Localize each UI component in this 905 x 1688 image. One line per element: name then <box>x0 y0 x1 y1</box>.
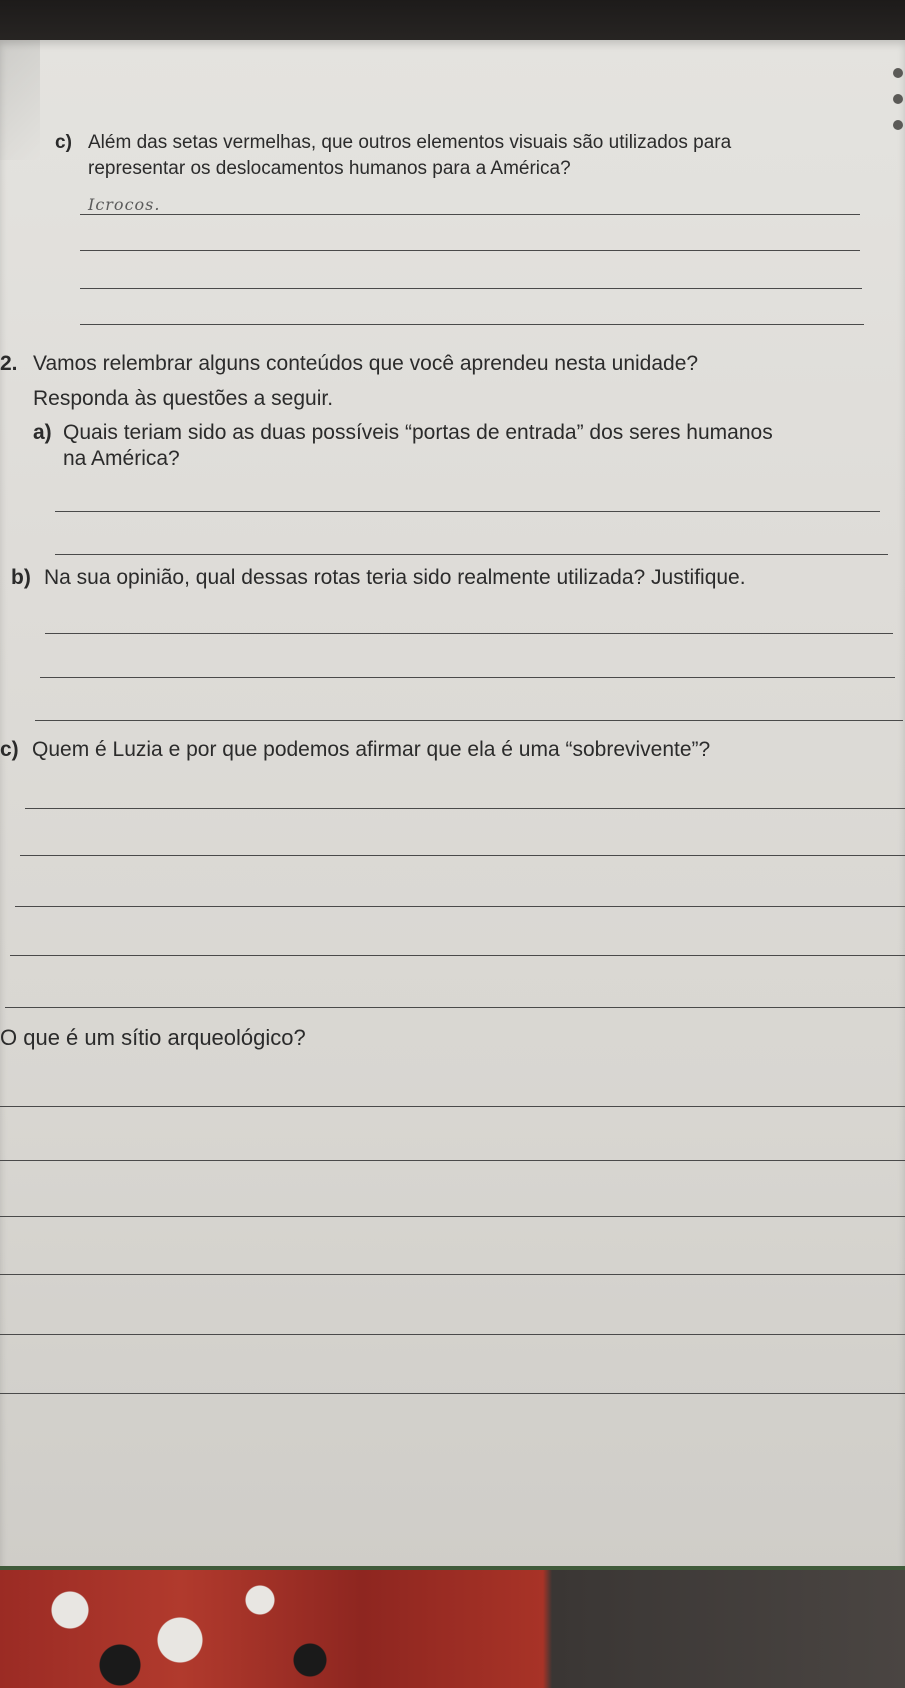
answer-line <box>5 1007 905 1008</box>
q2b-text-line1: Na sua opinião, qual dessas rotas teria sido realmente utilizada? Justifique. <box>44 566 746 589</box>
worksheet-page <box>0 40 905 1570</box>
answer-line <box>55 511 880 512</box>
answer-line <box>80 288 862 289</box>
binding-holes <box>891 60 905 140</box>
answer-line <box>0 1274 905 1275</box>
q1c-text-line1: Além das setas vermelhas, que outros elementos visuais são utilizados para <box>88 132 732 153</box>
answer-line <box>80 214 860 215</box>
answer-line <box>25 808 905 809</box>
q2b-label: b) <box>11 566 31 589</box>
q2-number: 2. <box>0 352 18 375</box>
answer-line <box>35 720 903 721</box>
answer-line <box>55 554 888 555</box>
q2-intro-line1: Vamos relembrar alguns conteúdos que você aprendeu nesta unidade? <box>33 352 699 375</box>
q2a-label: a) <box>33 421 52 444</box>
q2c-text-line1: Quem é Luzia e por que podemos afirmar que ela é uma “sobrevivente”? <box>32 738 711 761</box>
answer-line <box>0 1106 905 1107</box>
answer-line <box>20 855 905 856</box>
answer-line <box>80 250 860 251</box>
q2-intro-line2: Responda às questões a seguir. <box>33 387 334 410</box>
q2c-label: c) <box>0 738 19 761</box>
fabric-background <box>0 1570 905 1688</box>
page-shadow <box>0 40 40 160</box>
answer-line <box>45 633 893 634</box>
answer-line <box>40 677 895 678</box>
answer-line <box>80 324 864 325</box>
q2a-text-line1: Quais teriam sido as duas possíveis “portas de entrada” dos seres humanos <box>63 421 773 444</box>
q2a-text-line2: na América? <box>63 447 180 470</box>
answer-line <box>0 1393 905 1394</box>
answer-line <box>0 1334 905 1335</box>
answer-line <box>0 1160 905 1161</box>
answer-line <box>10 955 905 956</box>
q2d-text-line1: O que é um sítio arqueológico? <box>0 1025 306 1050</box>
q1c-handwritten-answer: Icrocos. <box>88 195 161 214</box>
q1c-text-line2: representar os deslocamentos humanos para a América? <box>88 158 571 179</box>
q1c-label: c) <box>55 132 72 153</box>
answer-line <box>15 906 905 907</box>
answer-line <box>0 1216 905 1217</box>
